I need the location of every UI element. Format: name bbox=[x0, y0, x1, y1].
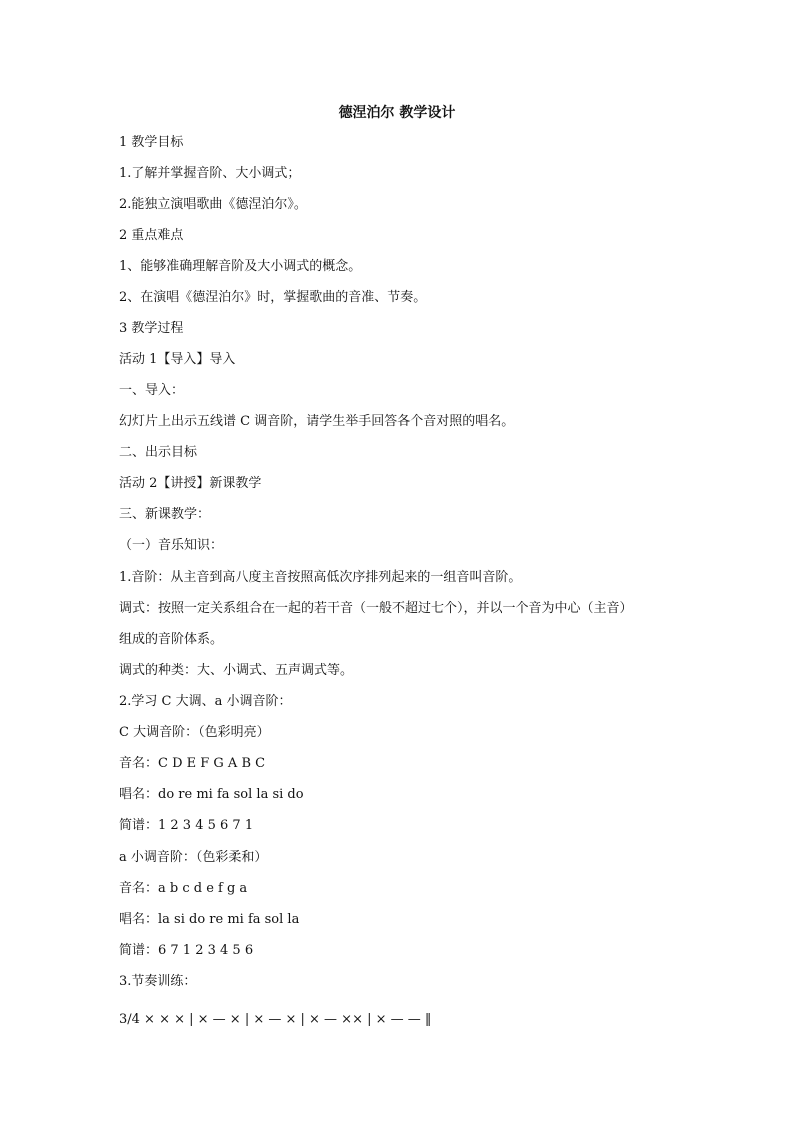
numbered-notation: 简谱：1 2 3 4 5 6 7 1 bbox=[119, 818, 254, 833]
heading-teaching-process: 3 教学过程 bbox=[119, 321, 184, 336]
document-title: 德涅泊尔 教学设计 bbox=[338, 105, 456, 121]
heading-key-points: 2 重点难点 bbox=[119, 228, 184, 243]
section-heading: 二、出示目标 bbox=[119, 445, 198, 460]
note-names: 音名：C D E F G A B C bbox=[119, 756, 266, 771]
note-names: 音名：a b c d e f g a bbox=[119, 881, 248, 896]
rhythm-notation: 3/4 × × × | × — × | × — × | × — ×× | × — — ‖ bbox=[119, 1012, 432, 1027]
section-heading: 三、新课教学： bbox=[119, 507, 211, 522]
paragraph: a 小调音阶：（色彩柔和） bbox=[119, 850, 268, 865]
paragraph: 调式的种类：大、小调式、五声调式等。 bbox=[119, 663, 354, 678]
solfege-names: 唱名：do re mi fa sol la si do bbox=[119, 787, 304, 802]
paragraph: C 大调音阶：（色彩明亮） bbox=[119, 725, 270, 740]
solfege-names: 唱名：la si do re mi fa sol la bbox=[119, 912, 300, 927]
objective-item: 1.了解并掌握音阶、大小调式； bbox=[119, 166, 301, 181]
heading-teaching-objectives: 1 教学目标 bbox=[119, 135, 184, 150]
numbered-notation: 简谱：6 7 1 2 3 4 5 6 bbox=[119, 943, 254, 958]
paragraph: 2.学习 C 大调、a 小调音阶： bbox=[119, 694, 292, 709]
paragraph: 3.节奏训练： bbox=[119, 974, 197, 989]
activity-heading: 活动 2【讲授】新课教学 bbox=[119, 476, 262, 491]
key-point-item: 1、能够准确理解音阶及大小调式的概念。 bbox=[119, 259, 362, 274]
section-heading: 一、导入： bbox=[119, 383, 185, 398]
paragraph: 幻灯片上出示五线谱 C 调音阶，请学生举手回答各个音对照的唱名。 bbox=[119, 414, 515, 429]
subsection-heading: （一）音乐知识： bbox=[119, 538, 224, 553]
activity-heading: 活动 1【导入】导入 bbox=[119, 352, 236, 367]
paragraph: 组成的音阶体系。 bbox=[119, 632, 224, 647]
key-point-item: 2、在演唱《德涅泊尔》时，掌握歌曲的音准、节奏。 bbox=[119, 290, 427, 305]
paragraph: 1.音阶：从主音到高八度主音按照高低次序排列起来的一组音叫音阶。 bbox=[119, 570, 522, 585]
objective-item: 2.能独立演唱歌曲《德涅泊尔》。 bbox=[119, 197, 307, 212]
paragraph: 调式：按照一定关系组合在一起的若干音（一般不超过七个），并以一个音为中心（主音） bbox=[119, 601, 633, 616]
